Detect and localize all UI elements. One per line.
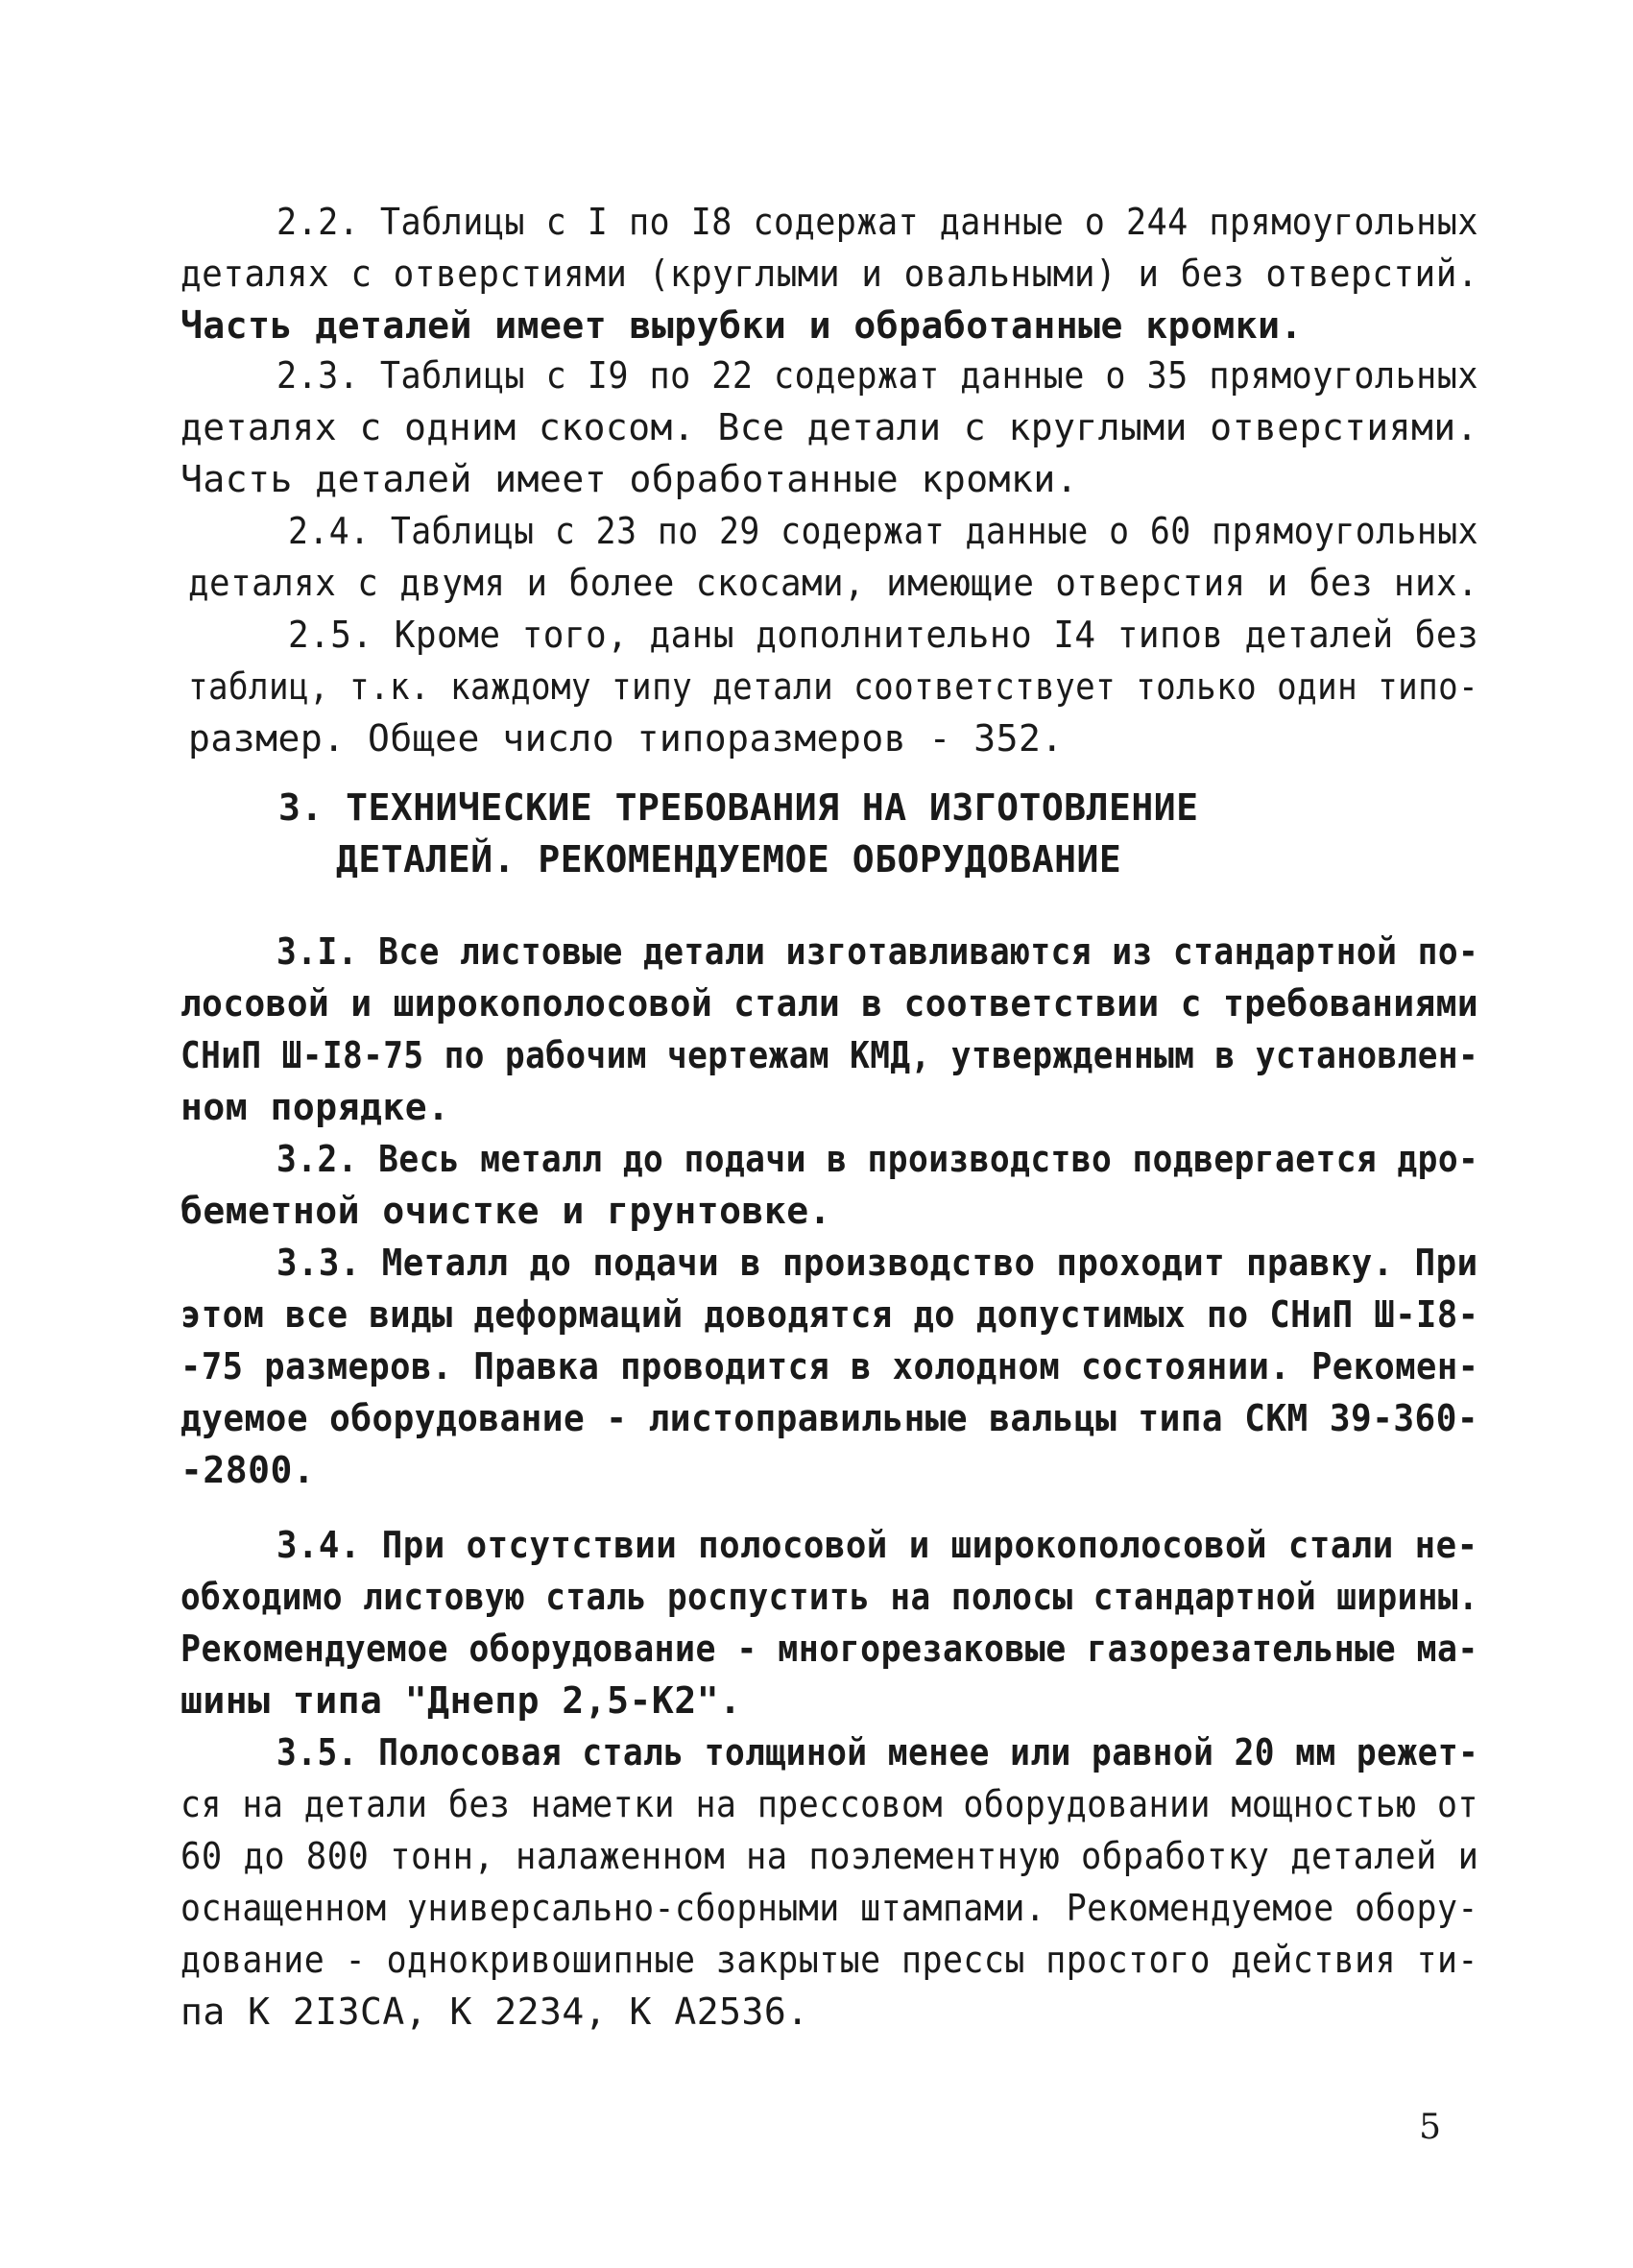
p3-1-line-3: СНиП Ш-I8-75 по рабочим чертежам КМД, утвержденным в установлен- (180, 1034, 1479, 1076)
p2-5-line-3: размер. Общее число типоразмеров - 352. (188, 717, 1064, 760)
p3-1-line-1: 3.I. Все листовые детали изготавливаются из стандартной по- (276, 930, 1479, 973)
p3-3-line-5: -2800. (180, 1449, 316, 1491)
p2-2-line-1: 2.2. Таблицы с I по I8 содержат данные о 244 прямоугольных (276, 201, 1478, 243)
p3-2-line-1: 3.2. Весь металл до подачи в производство подвергается дро- (276, 1138, 1479, 1180)
p2-2-line-2: деталях с отверстиями (круглыми и овальными) и без отверстий. (180, 253, 1479, 295)
p3-5-line-4: оснащенном универсально-сборными штампами. Рекомендуемое обору- (180, 1887, 1478, 1929)
p3-4-line-2: обходимо листовую сталь роспустить на полосы стандартной ширины. (180, 1576, 1479, 1618)
p2-4-line-1: 2.4. Таблицы с 23 по 29 содержат данные о 60 прямоугольных (288, 510, 1478, 552)
page-number: 5 (1419, 2108, 1441, 2147)
p3-2-line-2: беметной очистке и грунтовке. (180, 1190, 831, 1232)
p2-3-line-1: 2.3. Таблицы с I9 по 22 содержат данные о 35 прямоугольных (276, 354, 1478, 397)
section-3-heading-line-2: ДЕТАЛЕЙ. РЕКОМЕНДУЕМОЕ ОБОРУДОВАНИЕ (336, 838, 1122, 881)
p3-5-line-2: ся на детали без наметки на прессовом оборудовании мощностью от (180, 1783, 1478, 1825)
p3-3-line-2: этом все виды деформаций доводятся до допустимых по СНиП Ш-I8- (180, 1293, 1479, 1336)
p2-5-line-1: 2.5. Кроме того, даны дополнительно I4 типов деталей без (288, 614, 1479, 656)
p3-1-line-2: лосовой и широкополосовой стали в соответствии с требованиями (180, 982, 1479, 1025)
p2-5-line-2: таблиц, т.к. каждому типу детали соответствует только один типо- (188, 665, 1479, 708)
p2-3-line-2: деталях с одним скосом. Все детали с круглыми отверстиями. (180, 406, 1478, 448)
p3-5-line-3: 60 до 800 тонн, налаженном на поэлементную обработку деталей и (180, 1835, 1479, 1877)
p3-3-line-3: -75 размеров. Правка проводится в холодном состоянии. Рекомен- (180, 1345, 1479, 1387)
section-3-heading-line-1: 3. ТЕХНИЧЕСКИЕ ТРЕБОВАНИЯ НА ИЗГОТОВЛЕНИЕ (278, 786, 1199, 829)
p3-4-line-3: Рекомендуемое оборудование - многорезаковые газорезательные ма- (180, 1628, 1478, 1670)
p3-3-line-4: дуемое оборудование - листоправильные вальцы типа СКМ 39-360- (180, 1397, 1479, 1439)
p3-4-line-1: 3.4. При отсутствии полосовой и широкополосовой стали не- (276, 1524, 1478, 1566)
p3-3-line-1: 3.3. Металл до подачи в производство проходит правку. При (276, 1242, 1478, 1284)
p3-5-line-6: па К 2I3СА, К 2234, К А2536. (180, 1991, 809, 2033)
p3-5-line-5: дование - однокривошипные закрытые прессы простого действия ти- (180, 1939, 1478, 1981)
p2-3-line-3: Часть деталей имеет обработанные кромки. (180, 458, 1079, 500)
p3-4-line-4: шины типа "Днепр 2,5-К2". (180, 1679, 742, 1722)
p2-2-line-3: Часть деталей имеет вырубки и обработанные кромки. (180, 304, 1303, 347)
p3-1-line-4: ном порядке. (180, 1086, 450, 1128)
p3-5-line-1: 3.5. Полосовая сталь толщиной менее или равной 20 мм режет- (276, 1731, 1479, 1773)
p2-4-line-2: деталях с двумя и более скосами, имеющие отверстия и без них. (188, 562, 1479, 604)
